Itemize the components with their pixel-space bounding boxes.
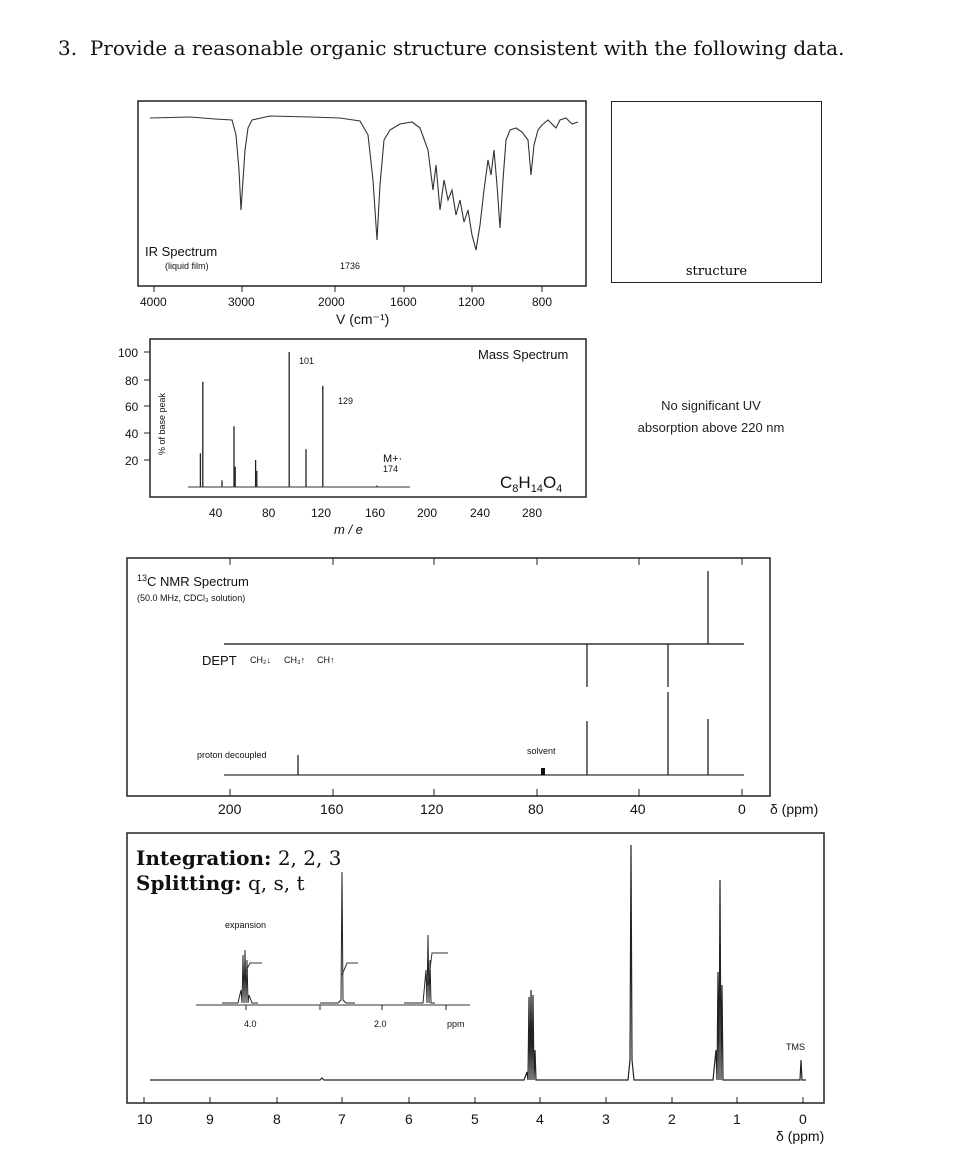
dept-legend-ch: CH↑ xyxy=(317,655,335,665)
h1-tick-label: 4 xyxy=(536,1111,544,1127)
c13-solvent-peak xyxy=(541,768,545,775)
structure-label: structure xyxy=(685,264,748,279)
ir-peak-label: 1736 xyxy=(340,261,361,271)
c13-x-tick-label: 160 xyxy=(320,801,344,817)
ms-y-tick-label: 80 xyxy=(125,374,139,388)
ms-y-tick-label: 20 xyxy=(125,454,139,468)
ir-tick-label: 4000 xyxy=(140,295,167,309)
h1-tick-label: 6 xyxy=(405,1111,413,1127)
ir-tick-label: 2000 xyxy=(318,295,345,309)
h1-info xyxy=(136,846,341,896)
h1-tick-label: 7 xyxy=(338,1111,346,1127)
h1-tick-label: 10 xyxy=(137,1111,153,1127)
ms-mplus-value: 174 xyxy=(383,464,399,474)
dept-label: DEPT xyxy=(202,653,237,668)
c13-x-tick-label: 0 xyxy=(738,801,746,817)
h1-tick-label: 3 xyxy=(602,1111,610,1127)
c13-title: $^{13}$C NMR Spectrum xyxy=(137,573,249,589)
ms-y-tick-label: 100 xyxy=(118,346,139,360)
ms-y-label: % of base peak xyxy=(157,392,167,455)
c13-subtitle: (50.0 MHz, CDCl₃ solution) xyxy=(137,593,246,603)
ir-tick-label: 1200 xyxy=(458,295,485,309)
h1-tick-label: 0 xyxy=(799,1111,807,1127)
integration-line xyxy=(136,846,341,871)
splitting-line xyxy=(136,871,341,896)
h1-x-unit: δ (ppm) xyxy=(776,1128,825,1144)
ms-formula: $C_8H_{14}O_4$ xyxy=(500,473,563,495)
ir-title: IR Spectrum xyxy=(145,244,218,259)
ms-x-tick-label: 160 xyxy=(365,506,386,520)
solvent-label: solvent xyxy=(527,746,556,756)
ms-x-tick-label: 80 xyxy=(262,506,276,520)
ir-tick-label: 1600 xyxy=(390,295,417,309)
dept-legend-ch3: CH₃↑ xyxy=(284,655,306,665)
uv-note-line-2: absorption above 220 nm xyxy=(637,420,785,435)
h1-tick-label: 8 xyxy=(273,1111,281,1127)
mass-spectrum xyxy=(118,339,586,537)
dept-legend-ch2: CH₂↓ xyxy=(250,655,271,665)
expansion-integral-t xyxy=(428,953,448,985)
h1-tick-label: 1 xyxy=(733,1111,741,1127)
tms-label: TMS xyxy=(786,1042,805,1052)
splitting-value: q, s, t xyxy=(247,871,305,895)
h1-tick-label: 2 xyxy=(668,1111,676,1127)
h1-tick-label: 5 xyxy=(471,1111,479,1127)
ir-x-axis xyxy=(154,286,542,292)
expansion-integral-s xyxy=(342,963,358,975)
ms-peak-label-129: 129 xyxy=(338,396,354,406)
c13-x-unit: δ (ppm) xyxy=(770,801,819,817)
c13-nmr-spectrum xyxy=(127,558,818,817)
c13-x-tick-label: 200 xyxy=(218,801,242,817)
splitting-label: Splitting: xyxy=(136,871,242,895)
expansion-tick-label: 2.0 xyxy=(374,1019,387,1029)
ir-trace xyxy=(150,116,578,250)
expansion-label: expansion xyxy=(225,920,267,930)
ir-subtitle: (liquid film) xyxy=(165,261,209,271)
ms-x-tick-label: 200 xyxy=(417,506,438,520)
c13-x-tick-label: 80 xyxy=(528,801,544,817)
expansion-tick-label: ppm xyxy=(447,1019,465,1029)
ms-title: Mass Spectrum xyxy=(478,347,569,362)
ms-mplus-label: M+· xyxy=(383,453,403,465)
ms-peak-label-101: 101 xyxy=(299,356,315,366)
integration-value: 2, 2, 3 xyxy=(277,846,342,870)
ms-x-tick-label: 280 xyxy=(522,506,543,520)
c13-x-tick-label: 120 xyxy=(420,801,444,817)
ms-y-tick-label: 60 xyxy=(125,400,139,414)
ms-y-tick-label: 40 xyxy=(125,427,139,441)
h1-tick-label: 9 xyxy=(206,1111,214,1127)
expansion-tick-label: 4.0 xyxy=(244,1019,257,1029)
ir-tick-label: 800 xyxy=(532,295,553,309)
uv-note-line-1: No significant UV xyxy=(661,398,761,413)
c13-x-tick-label: 40 xyxy=(630,801,646,817)
ir-x-label: V (cm⁻¹) xyxy=(336,311,390,327)
ms-x-tick-label: 40 xyxy=(209,506,223,520)
ms-x-tick-label: 240 xyxy=(470,506,491,520)
ms-peaks xyxy=(200,352,376,487)
ms-x-label: m / e xyxy=(334,522,363,537)
expansion-quartet xyxy=(222,950,258,1003)
ms-x-tick-label: 120 xyxy=(311,506,332,520)
ir-tick-label: 3000 xyxy=(228,295,255,309)
question-prompt: Provide a reasonable organic structure consistent with the following data. xyxy=(89,36,845,60)
decoupled-label: proton decoupled xyxy=(197,750,267,760)
integration-label: Integration: xyxy=(136,846,272,870)
ir-spectrum xyxy=(138,101,586,327)
question-number: 3. xyxy=(58,36,78,60)
